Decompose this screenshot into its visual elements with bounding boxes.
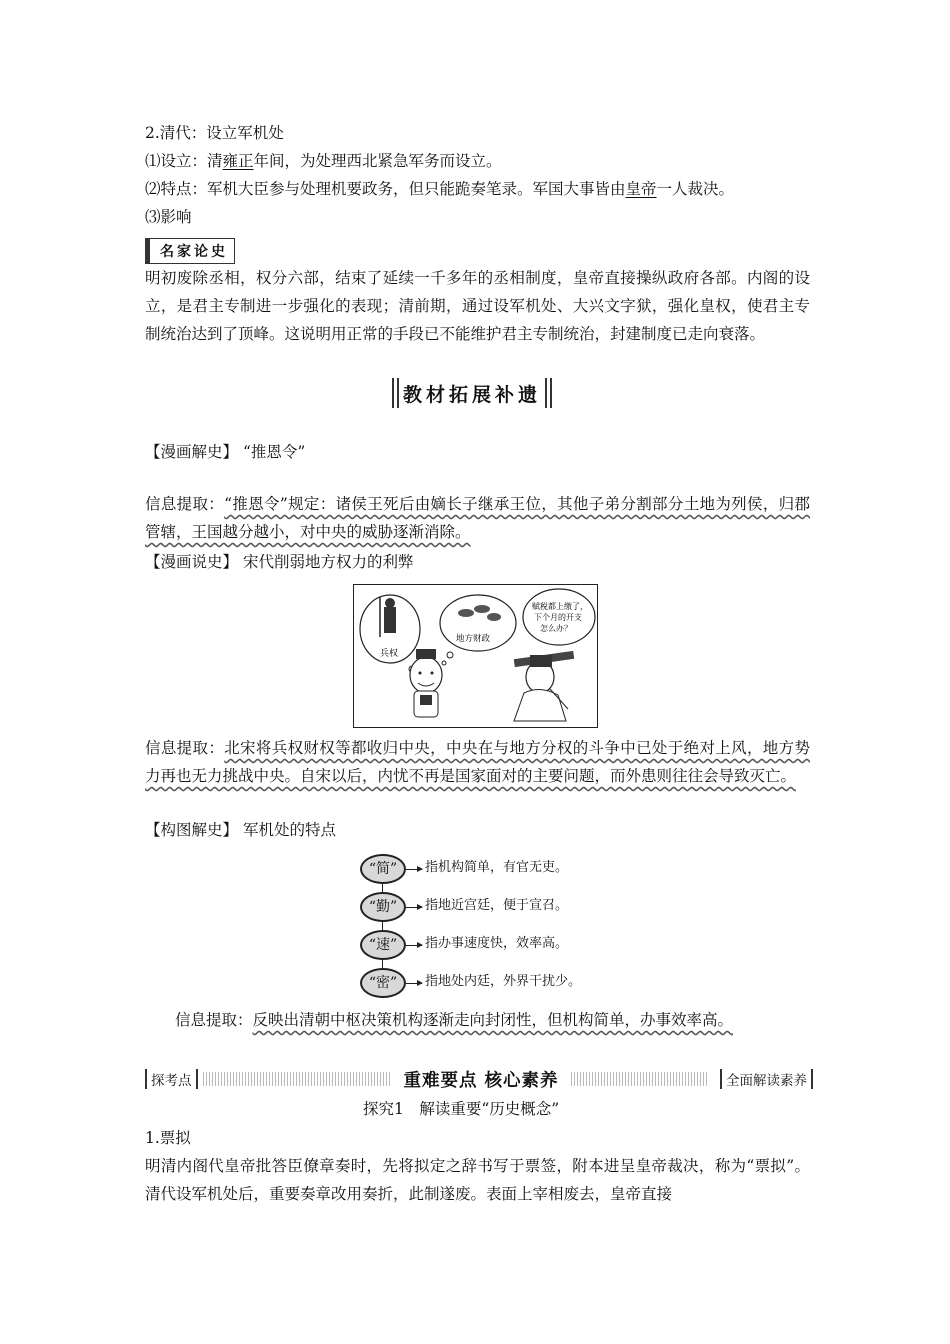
- diagram-info-label: 信息提取：: [175, 1011, 253, 1029]
- comic2-info-label: 信息提取：: [145, 739, 225, 757]
- comic2-info-text: 北宋将兵权财权等都收归中央，中央在与地方分权的斗争中已处于绝对上风，地方势力再也无力挑战中央。自宋以后，内忧不再是国家面对的主要问题，而外患则往往会导致灭亡。: [145, 739, 810, 785]
- qing-feature-a: ⑵特点：军机大臣参与处理机要政务，但只能跪奏笔录。军国大事皆由: [145, 180, 626, 198]
- section-header: [145, 1068, 813, 1090]
- diagram-node-1-text: 指机构简单，有官无吏。: [425, 860, 569, 875]
- bubble-right-line3: 怎么办？: [540, 624, 572, 633]
- qing-setup-c: 年间，为处理西北紧急军务而设立。: [253, 152, 502, 170]
- qing-setup-b: 雍正: [222, 152, 254, 170]
- diagram-title: 军机处的特点: [242, 821, 336, 839]
- comic1-info: [145, 490, 810, 546]
- section-header-right: 全面解读素养: [720, 1069, 813, 1089]
- comic1-heading: [145, 442, 305, 462]
- comic2-label: 【漫画说史】: [145, 553, 239, 571]
- qing-setup: [145, 151, 502, 171]
- scholars-tag: 名家论史: [145, 238, 235, 264]
- diagram-node-3: “速”: [360, 930, 406, 960]
- section-header-middle: 重难要点 核心素养: [403, 1071, 559, 1091]
- scholars-text: 明初废除丞相，权分六部，结束了延续一千多年的丞相制度，皇帝直接操纵政府各部。内阁的设立，是君主专制进一步强化的表现；清前期，通过设军机处、大兴文字狱，强化皇权，使君主专制统治达到了顶峰。这说明用正常的手段已不能维护君主专制统治，封建制度已走向衰落。: [145, 269, 810, 343]
- song-cartoon: [353, 584, 598, 728]
- cartoon-illustration: [354, 585, 597, 727]
- bubble-mid-text: 地方财政: [456, 634, 491, 644]
- diagram-label: 【构图解史】: [145, 821, 239, 839]
- qing-heading: 2.清代：设立军机处: [145, 124, 284, 142]
- qing-feature: [145, 179, 734, 199]
- explore-item-heading: 1.票拟: [145, 1129, 191, 1147]
- diagram-node-2: “勤”: [360, 892, 406, 922]
- section-header-left: 探考点: [145, 1069, 198, 1089]
- bubble-left-text: 兵权: [380, 649, 399, 659]
- comic2-title: 宋代削弱地方权力的利弊: [242, 553, 414, 571]
- qing-setup-a: ⑴设立：清: [145, 152, 223, 170]
- comic1-label: 【漫画解史】: [145, 443, 239, 461]
- explore-text: 明清内阁代皇帝批答臣僚章奏时，先将拟定之辞书写于票签，附本进呈皇帝裁决，称为“票拟”。清代设军机处后，重要奏章改用奏折，此制遂废。表面上宰相废去，皇帝直接: [145, 1157, 810, 1203]
- comic2-info: [145, 734, 810, 790]
- comic1-title: “推恩令”: [242, 443, 306, 461]
- comic2-heading: [145, 552, 413, 572]
- bubble-right-line1: 赋税都上缴了，: [532, 602, 588, 611]
- qing-impact: ⑶影响: [145, 208, 192, 226]
- comic1-info-label: 信息提取：: [145, 495, 225, 513]
- qing-feature-c: 一人裁决。: [656, 180, 735, 198]
- diagram-node-1: “简”: [360, 854, 406, 884]
- explore-title: 探究1 解读重要“历史概念”: [363, 1100, 560, 1118]
- comic1-info-text: “推恩令”规定：诸侯王死后由嫡长子继承王位，其他子弟分割部分土地为列侯，归郡管辖，王国越分越小，对中央的威胁逐渐消除。: [145, 495, 810, 541]
- diagram-node-4: “密”: [360, 968, 406, 998]
- banner-title: 教材拓展补遗: [402, 384, 541, 406]
- bubble-right-line2: 下个月的开支: [534, 613, 582, 622]
- diagram-heading: [145, 820, 336, 840]
- diagram-node-2-text: 指地近宫廷，便于宣召。: [425, 898, 569, 913]
- junjichu-diagram: [352, 852, 612, 1002]
- qing-feature-b: 皇帝: [625, 180, 657, 198]
- diagram-node-3-text: 指办事速度快，效率高。: [425, 936, 569, 951]
- diagram-info-text: 反映出清朝中枢决策机构逐渐走向封闭性，但机构简单，办事效率高。: [252, 1011, 734, 1029]
- section-banner: [392, 376, 552, 410]
- diagram-info: [175, 1010, 733, 1030]
- diagram-node-4-text: 指地处内廷，外界干扰少。: [425, 974, 582, 989]
